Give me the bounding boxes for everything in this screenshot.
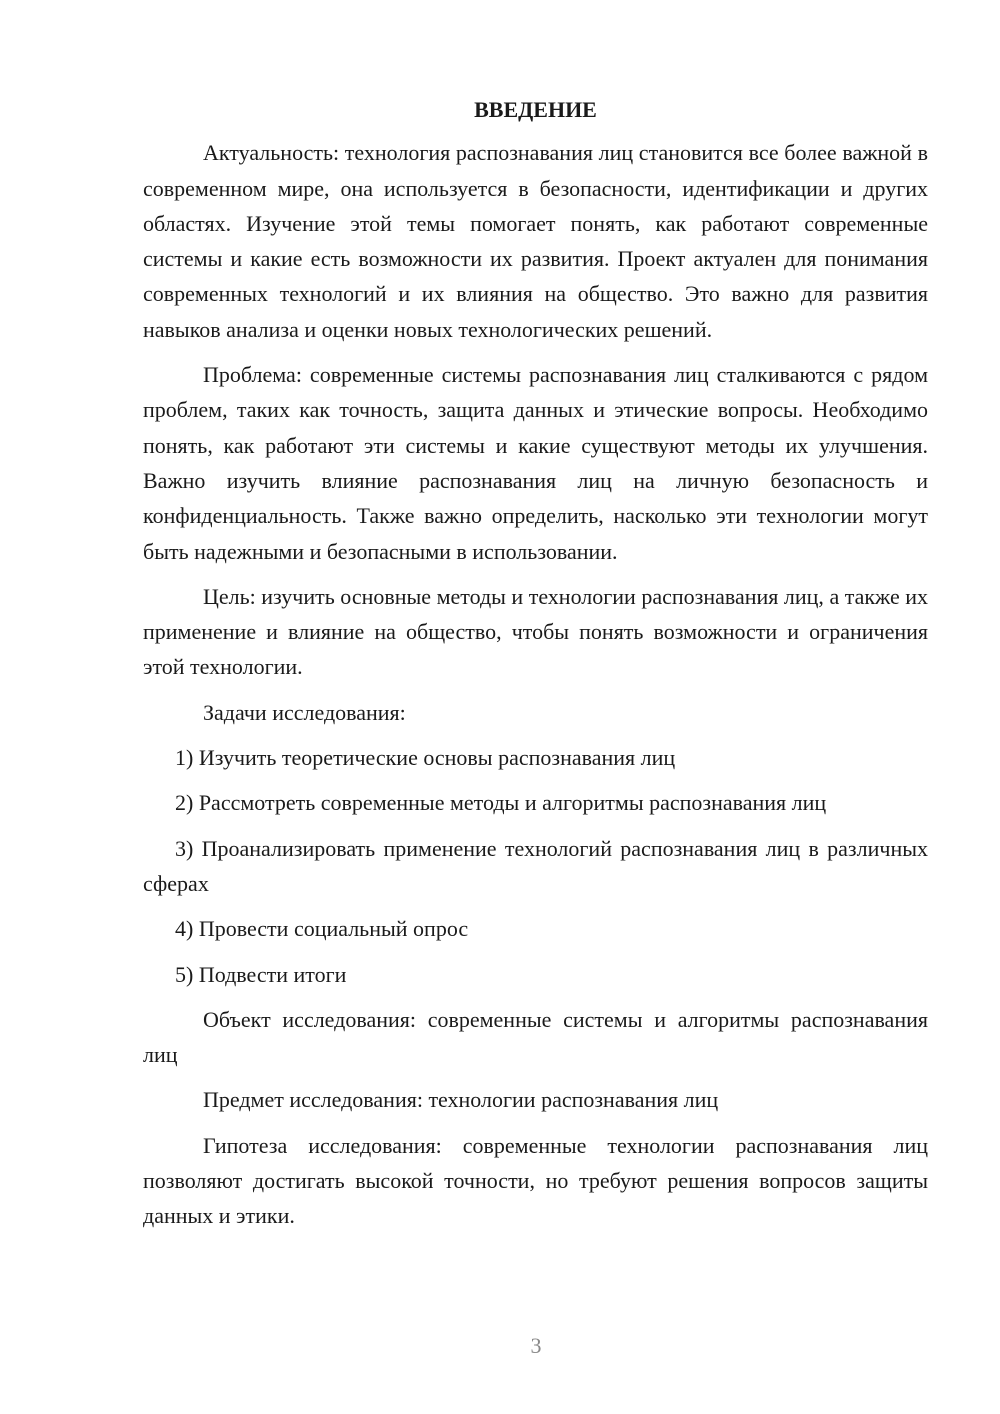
relevance-paragraph: Актуальность: технология распознавания лиц становится все более важной в современном мире, она используется в безопасности, идентификации и других областях. Изучение этой темы помогает понять, как работают современные системы и какие есть возможности их развития. Проект актуален для понимания современных технологий и их влияния на общество. Это важно для развития навыков анализа и оценки новых технологических решений. (143, 140, 928, 342)
task-item: 3) Проанализировать применение технологий распознавания лиц в различных сферах (143, 835, 928, 896)
page-number: 3 (530, 1333, 542, 1358)
goal-paragraph: Цель: изучить основные методы и технологии распознавания лиц, а также их применение и влияние на общество, чтобы понять возможности и ограничения этой технологии. (143, 583, 928, 680)
hypothesis-paragraph: Гипотеза исследования: современные технологии распознавания лиц позволяют достигать высокой точности, но требуют решения вопросов защиты данных и этики. (143, 1132, 928, 1229)
tasks-heading: Задачи исследования: (203, 699, 406, 725)
object-paragraph: Объект исследования: современные системы и алгоритмы распознавания лиц (143, 1006, 928, 1068)
document-page (143, 92, 928, 1244)
problem-paragraph: Проблема: современные системы распознавания лиц сталкиваются с рядом проблем, таких как точность, защита данных и этические вопросы. Необходимо понять, как работают эти системы и какие существуют методы их улучшения. Важно изучить влияние распознавания лиц на личную безопасность и конфиденциальность. Также важно определить, насколько эти технологии могут быть надежными и безопасными в использовании. (143, 362, 928, 564)
task-item: 2) Рассмотреть современные методы и алгоритмы распознавания лиц (175, 790, 827, 816)
subject-paragraph: Предмет исследования: технологии распознавания лиц (203, 1087, 719, 1113)
task-item: 5) Подвести итоги (175, 961, 347, 987)
section-title: ВВЕДЕНИЕ (474, 97, 597, 122)
task-item: 4) Провести социальный опрос (175, 916, 469, 942)
task-item: 1) Изучить теоретические основы распознавания лиц (175, 745, 676, 771)
